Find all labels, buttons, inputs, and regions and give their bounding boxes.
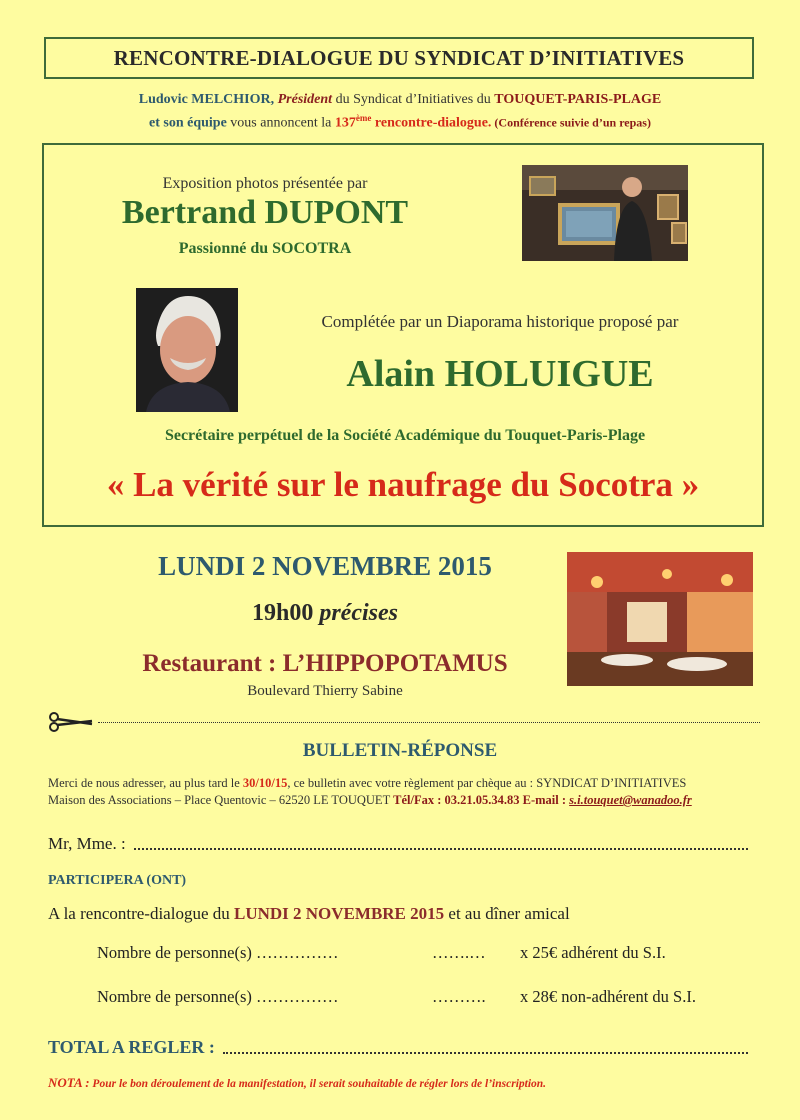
participate-line: A la rencontre-dialogue du LUNDI 2 NOVEMBRE 2015 et au dîner amical <box>48 904 570 923</box>
speaker1-name: Bertrand DUPONT <box>121 194 409 231</box>
speaker1-photo <box>522 165 688 261</box>
restaurant-photo <box>567 552 753 686</box>
event-date: LUNDI 2 NOVEMBRE 2015 <box>158 551 492 581</box>
event-venue: Restaurant : L’HIPPOPOTAMUS <box>142 650 508 677</box>
form-info-line-2: Maison des Associations – Place Quentovic – 62520 LE TOUQUET Tél/Fax : 03.21.05.34.83 E-mail : s.i.touquet@wanadoo.fr <box>48 793 692 807</box>
diaporama-line: Complétée par un Diaporama historique proposé par <box>321 312 679 331</box>
row-nonmember-label[interactable]: Nombre de personne(s) …………… <box>97 987 339 1006</box>
speaker2-name: Alain HOLUIGUE <box>346 353 654 395</box>
email-link[interactable]: s.i.touquet@wanadoo.fr <box>569 793 692 807</box>
restaurant-photo-icon <box>567 552 753 686</box>
total-field[interactable]: TOTAL A REGLER : <box>48 1037 748 1058</box>
page-title: RENCONTRE-DIALOGUE DU SYNDICAT D’INITIATIVES <box>44 37 754 79</box>
form-info-line-1: Merci de nous adresser, au plus tard le 30/10/15, ce bulletin avec votre règlement par chèque au : SYNDICAT D’INITIATIVES <box>48 776 687 790</box>
venue-address: Boulevard Thierry Sabine <box>247 683 403 699</box>
participate-label: PARTICIPERA (ONT) <box>48 873 187 888</box>
intro-line-2: et son équipe vous annoncent la 137ème rencontre-dialogue. (Conférence suivie d’un repas) <box>149 113 651 131</box>
talk-title: « La vérité sur le naufrage du Socotra » <box>106 465 700 504</box>
form-info <box>48 775 768 809</box>
expo-line: Exposition photos présentée par <box>162 175 368 192</box>
event-time: 19h00 précises <box>251 600 398 626</box>
row-member-label[interactable]: Nombre de personne(s) …………… <box>97 943 339 962</box>
row-nonmember-price: x 28€ non-adhérent du S.I. <box>520 987 696 1006</box>
speaker2-photo <box>136 288 238 412</box>
gallery-photo-icon <box>522 165 688 261</box>
speaker1-subtitle: Passionné du SOCOTRA <box>178 240 352 257</box>
row-nonmember-count[interactable]: ………. <box>432 987 486 1006</box>
speaker2-subtitle: Secrétaire perpétuel de la Société Académique du Touquet-Paris-Plage <box>164 427 646 444</box>
cut-line <box>48 712 760 732</box>
form-title: BULLETIN-RÉPONSE <box>302 740 498 761</box>
portrait-photo-icon <box>136 288 238 412</box>
name-field[interactable]: Mr, Mme. : <box>48 834 748 854</box>
row-member-price: x 25€ adhérent du S.I. <box>520 943 666 962</box>
row-member-count[interactable]: …….… <box>432 943 486 962</box>
intro-line-1: Ludovic MELCHIOR, Président du Syndicat d’Initiatives du TOUQUET-PARIS-PLAGE <box>138 92 662 107</box>
scissors-icon <box>48 712 98 732</box>
nota: NOTA : Pour le bon déroulement de la manifestation, il serait souhaitable de régler lors de l’inscription. <box>48 1075 547 1090</box>
